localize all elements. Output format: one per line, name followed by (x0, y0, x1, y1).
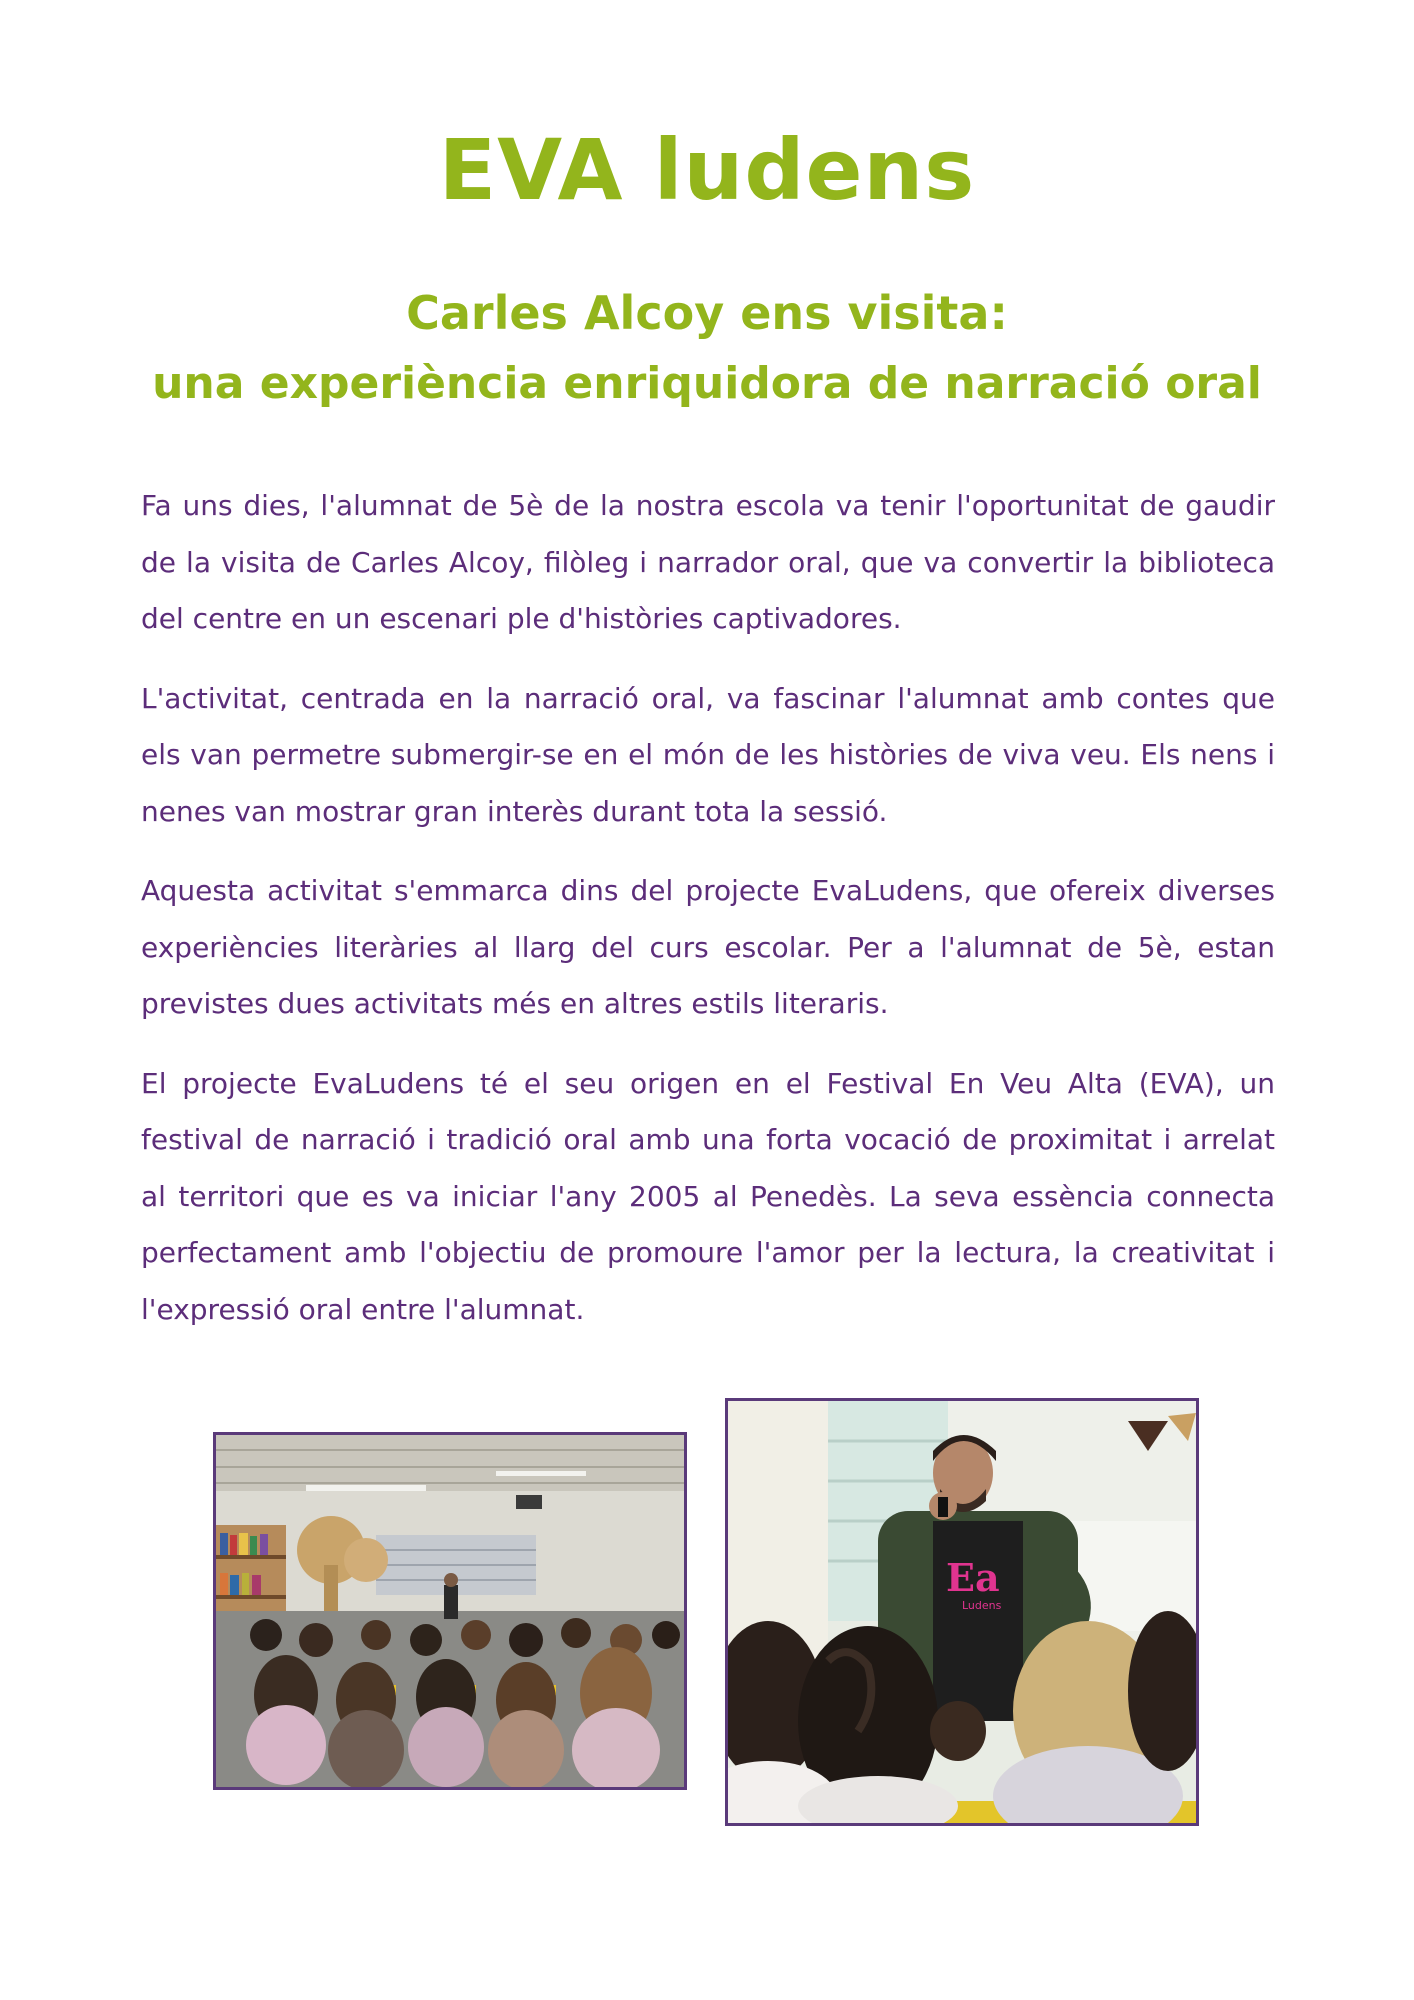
shirt-logo-subtext: Ludens (962, 1599, 1002, 1612)
page-title: EVA ludens (438, 121, 976, 219)
photo-library-audience (213, 1432, 687, 1790)
shirt-logo-text: Ea (946, 1555, 1000, 1600)
paragraph-3: Aquesta activitat s'emmarca dins del projecte EvaLudens, que ofereix diverses experiències literàries al llarg del curs escolar. Per a l'alumnat de 5è, estan previstes dues activitats més en altres estils literaris. (141, 874, 1275, 1020)
subtitle-line-1: Carles Alcoy ens visita: (406, 286, 1008, 340)
subtitle-line-2: una experiència enriquidora de narració oral (152, 358, 1262, 409)
paragraph-1: Fa uns dies, l'alumnat de 5è de la nostra escola va tenir l'oportunitat de gaudir de la visita de Carles Alcoy, filòleg i narrador oral, que va convertir la biblioteca del centre en un escenari ple d'històries captivadores. (141, 489, 1275, 635)
article-body (141, 478, 1275, 1361)
photo-storyteller (725, 1398, 1199, 1826)
paragraph-4: El projecte EvaLudens té el seu origen en el Festival En Veu Alta (EVA), un festival de narració i tradició oral amb una forta vocació de proximitat i arrelat al territori que es va iniciar l'any 2005 al Penedès. La seva essència connecta perfectament amb l'objectiu de promoure l'amor per la lectura, la creativitat i l'expressió oral entre l'alumnat. (141, 1066, 1275, 1326)
paragraph-2: L'activitat, centrada en la narració oral, va fascinar l'alumnat amb contes que els van permetre submergir-se en el món de les històries de viva veu. Els nens i nenes van mostrar gran interès durant tota la sessió. (141, 681, 1275, 828)
